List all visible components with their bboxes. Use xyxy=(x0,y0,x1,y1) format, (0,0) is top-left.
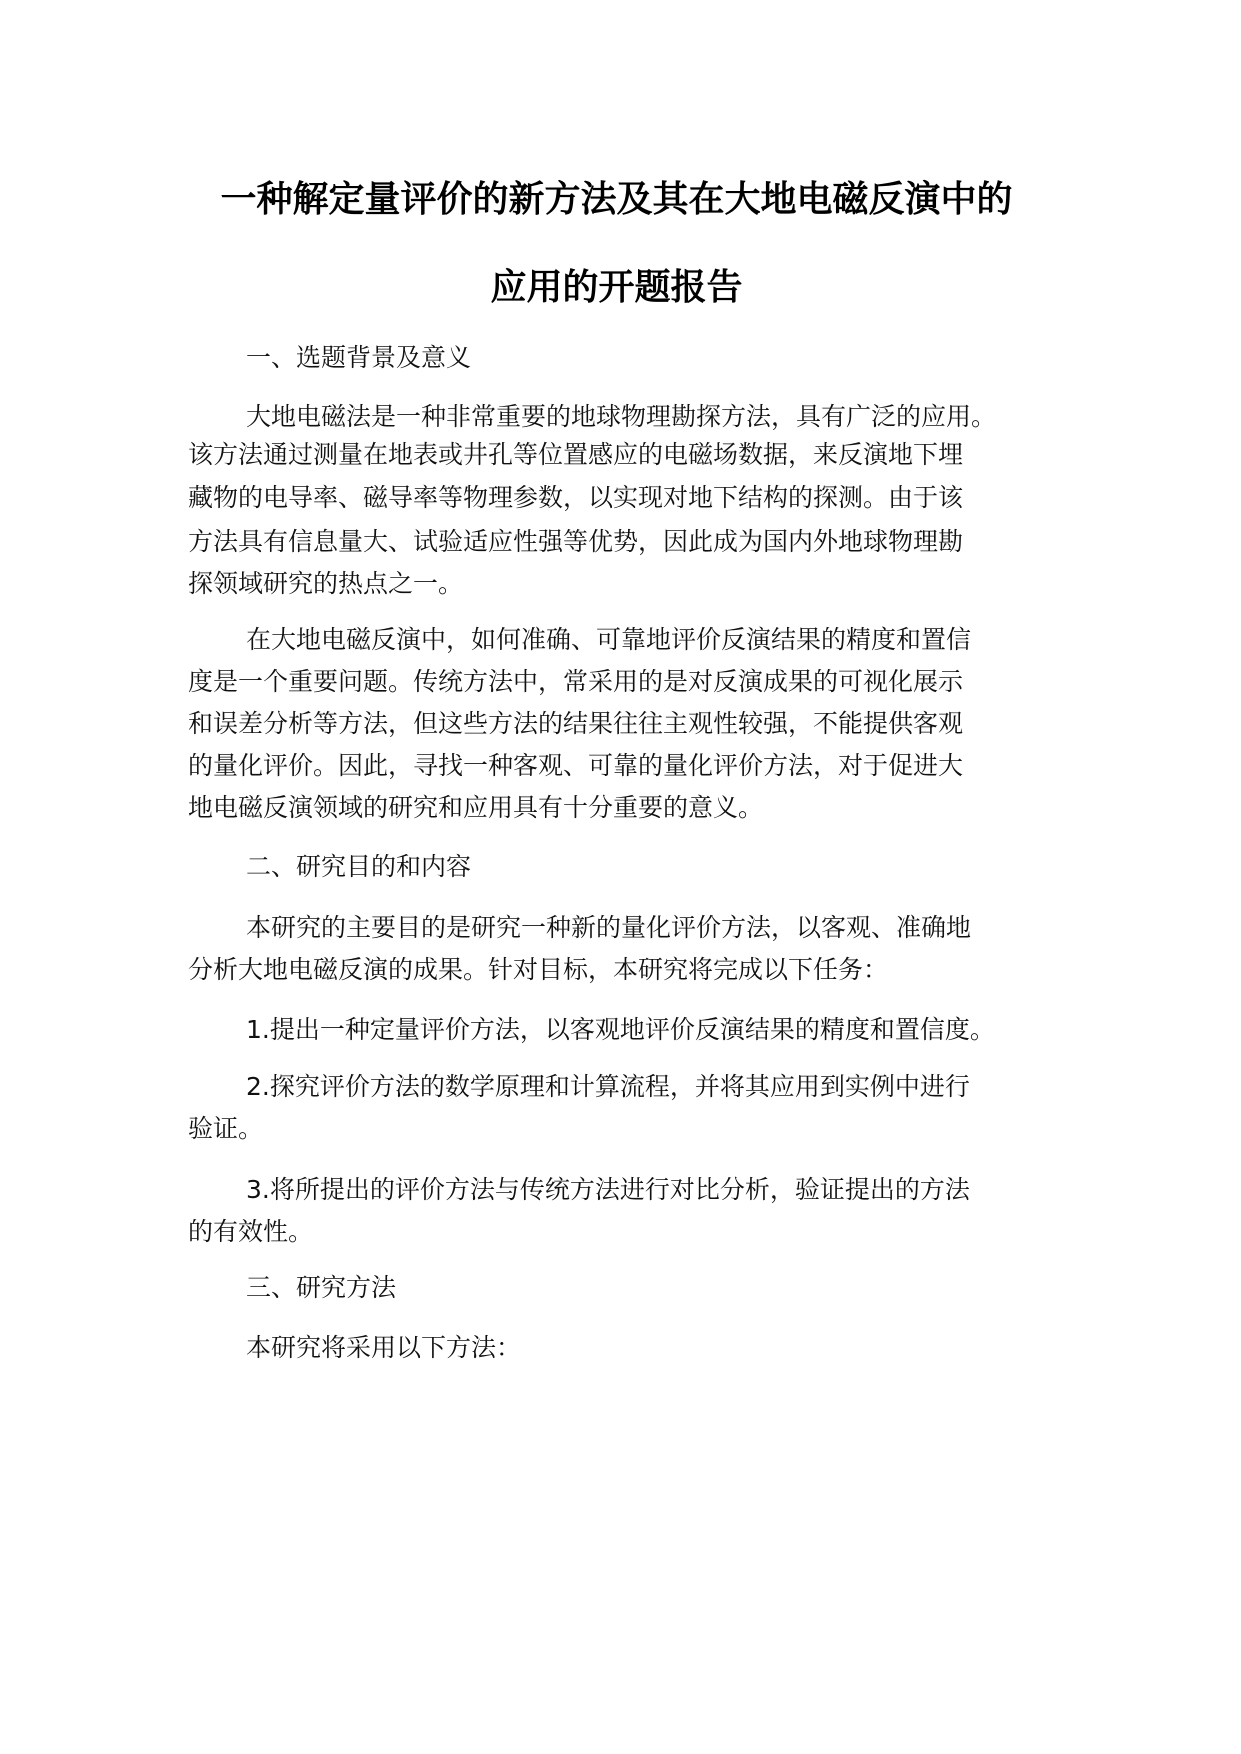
section-heading-methods: 三、研究方法 xyxy=(246,1273,397,1302)
paragraph-line: 在大地电磁反演中，如何准确、可靠地评价反演结果的精度和置信 xyxy=(246,625,972,654)
paragraph-line: 地电磁反演领域的研究和应用具有十分重要的意义。 xyxy=(188,793,764,822)
task-item-2-cont: 验证。 xyxy=(188,1114,264,1143)
document-title-line-1: 一种解定量评价的新方法及其在大地电磁反演中的 xyxy=(220,179,1013,220)
paragraph-line: 探领域研究的热点之一。 xyxy=(188,569,464,598)
task-item-1: 1.提出一种定量评价方法，以客观地评价反演结果的精度和置信度。 xyxy=(246,1015,995,1044)
paragraph-line: 本研究将采用以下方法： xyxy=(246,1333,522,1362)
task-item-2: 2.探究评价方法的数学原理和计算流程，并将其应用到实例中进行 xyxy=(246,1072,970,1101)
paragraph-line: 分析大地电磁反演的成果。针对目标，本研究将完成以下任务： xyxy=(188,955,889,984)
paragraph-line: 的量化评价。因此，寻找一种客观、可靠的量化评价方法，对于促进大 xyxy=(188,751,964,780)
paragraph-line: 方法具有信息量大、试验适应性强等优势，因此成为国内外地球物理勘 xyxy=(188,527,964,556)
paragraph-line: 该方法通过测量在地表或井孔等位置感应的电磁场数据，来反演地下埋 xyxy=(188,440,964,469)
paragraph-line: 大地电磁法是一种非常重要的地球物理勘探方法，具有广泛的应用。 xyxy=(246,402,997,431)
paragraph-line: 和误差分析等方法，但这些方法的结果往往主观性较强，不能提供客观 xyxy=(188,709,964,738)
section-heading-objectives: 二、研究目的和内容 xyxy=(246,852,472,881)
paragraph-line: 度是一个重要问题。传统方法中，常采用的是对反演成果的可视化展示 xyxy=(188,667,964,696)
document-title-line-2: 应用的开题报告 xyxy=(490,267,743,308)
paragraph-line: 本研究的主要目的是研究一种新的量化评价方法，以客观、准确地 xyxy=(246,913,972,942)
section-heading-background: 一、选题背景及意义 xyxy=(246,343,472,372)
task-item-3-cont: 的有效性。 xyxy=(188,1217,314,1246)
task-item-3: 3.将所提出的评价方法与传统方法进行对比分析，验证提出的方法 xyxy=(246,1175,970,1204)
paragraph-line: 藏物的电导率、磁导率等物理参数，以实现对地下结构的探测。由于该 xyxy=(188,483,964,512)
